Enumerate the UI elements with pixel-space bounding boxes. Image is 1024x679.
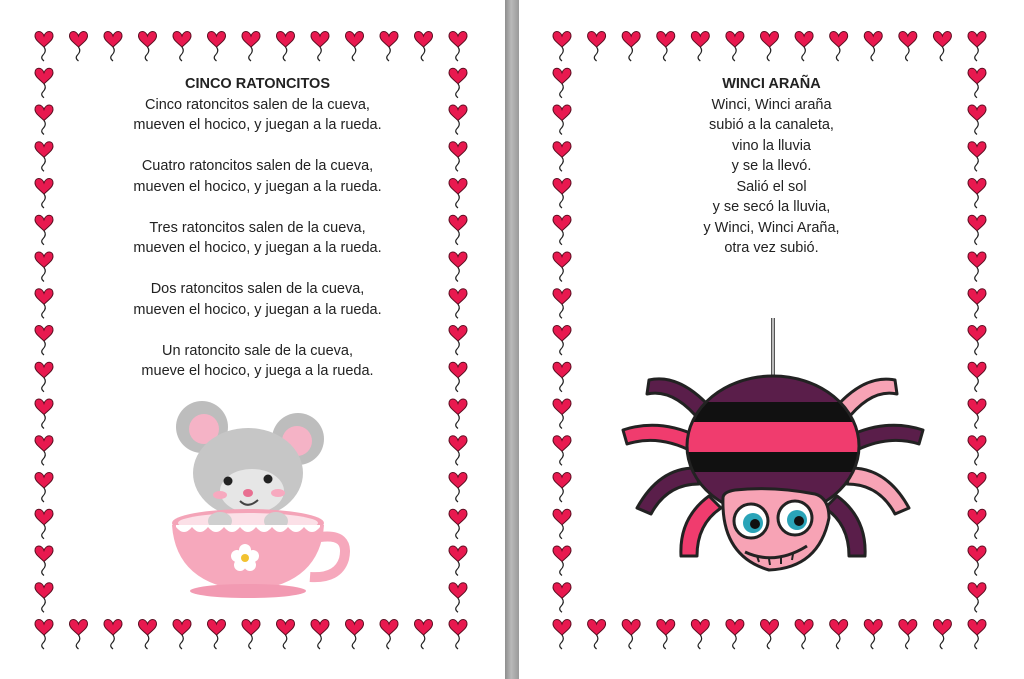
heart-balloon-icon bbox=[35, 32, 53, 62]
heart-balloon-icon bbox=[968, 583, 986, 613]
heart-balloon-icon bbox=[415, 32, 433, 62]
heart-balloon-icon bbox=[968, 436, 986, 466]
heart-balloon-icon bbox=[553, 583, 571, 613]
heart-balloon-icon bbox=[968, 326, 986, 356]
heart-balloon-icon bbox=[277, 32, 295, 62]
heart-balloon-icon bbox=[70, 620, 88, 650]
poem-line: Dos ratoncitos salen de la cueva, bbox=[150, 281, 365, 297]
heart-balloon-icon bbox=[553, 509, 571, 539]
heart-balloon-icon bbox=[277, 620, 295, 650]
poem-line: otra vez subió. bbox=[724, 240, 819, 256]
poem-title: WINCI ARAÑA bbox=[722, 76, 821, 92]
poem-line: mueve el hocico, y juega a la rueda. bbox=[141, 363, 374, 379]
spider-illustration bbox=[619, 318, 939, 588]
heart-balloon-icon bbox=[553, 546, 571, 576]
heart-balloon-icon bbox=[864, 32, 882, 62]
heart-balloon-icon bbox=[761, 32, 779, 62]
stanza bbox=[20, 95, 495, 136]
heart-balloon-icon bbox=[933, 620, 951, 650]
heart-balloon-icon bbox=[346, 620, 364, 650]
heart-balloon-icon bbox=[173, 32, 191, 62]
heart-balloon-icon bbox=[726, 32, 744, 62]
heart-balloon-icon bbox=[968, 509, 986, 539]
heart-balloon-icon bbox=[242, 32, 260, 62]
heart-balloon-icon bbox=[899, 620, 917, 650]
heart-balloon-icon bbox=[449, 546, 467, 576]
right-page bbox=[519, 0, 1024, 679]
heart-balloon-icon bbox=[864, 620, 882, 650]
heart-balloon-icon bbox=[346, 32, 364, 62]
page-gutter bbox=[505, 0, 519, 679]
mouse-in-teacup-illustration bbox=[160, 395, 350, 600]
heart-balloon-icon bbox=[449, 32, 467, 62]
heart-balloon-icon bbox=[968, 620, 986, 650]
poem-line: mueven el hocico, y juegan a la rueda. bbox=[133, 178, 382, 195]
heart-balloon-icon bbox=[553, 620, 571, 650]
heart-balloon-icon bbox=[449, 473, 467, 503]
heart-balloon-icon bbox=[139, 32, 157, 62]
heart-balloon-icon bbox=[35, 620, 53, 650]
heart-balloon-icon bbox=[726, 620, 744, 650]
heart-balloon-icon bbox=[968, 399, 986, 429]
heart-balloon-icon bbox=[553, 436, 571, 466]
heart-balloon-icon bbox=[588, 32, 606, 62]
heart-balloon-icon bbox=[933, 32, 951, 62]
heart-balloon-icon bbox=[35, 399, 53, 429]
heart-balloon-icon bbox=[553, 399, 571, 429]
heart-balloon-icon bbox=[553, 362, 571, 392]
poem-line: Salió el sol bbox=[736, 178, 807, 195]
poem-line: mueven el hocico, y juegan a la rueda. bbox=[133, 301, 382, 318]
heart-balloon-icon bbox=[449, 620, 467, 650]
heart-balloon-icon bbox=[968, 473, 986, 503]
heart-balloon-icon bbox=[70, 32, 88, 62]
heart-balloon-icon bbox=[795, 620, 813, 650]
heart-balloon-icon bbox=[35, 546, 53, 576]
poem-line: y Winci, Winci Araña, bbox=[703, 219, 840, 236]
heart-balloon-icon bbox=[104, 620, 122, 650]
heart-balloon-icon bbox=[415, 620, 433, 650]
heart-balloon-icon bbox=[553, 326, 571, 356]
heart-balloon-icon bbox=[35, 473, 53, 503]
poem-title: CINCO RATONCITOS bbox=[184, 76, 330, 92]
heart-balloon-icon bbox=[588, 620, 606, 650]
heart-balloon-icon bbox=[208, 32, 226, 62]
heart-balloon-icon bbox=[691, 32, 709, 62]
heart-balloon-icon bbox=[449, 509, 467, 539]
heart-balloon-icon bbox=[622, 32, 640, 62]
heart-balloon-icon bbox=[380, 620, 398, 650]
heart-balloon-icon bbox=[553, 289, 571, 319]
heart-balloon-icon bbox=[311, 620, 329, 650]
poem-winci-arana bbox=[519, 74, 1024, 259]
poem-line: Cuatro ratoncitos salen de la cueva, bbox=[141, 158, 374, 174]
stanza bbox=[20, 218, 495, 259]
poem-line: mueven el hocico, y juegan a la rueda. bbox=[133, 117, 382, 133]
heart-balloon-icon bbox=[899, 32, 917, 62]
heart-balloon-icon bbox=[830, 32, 848, 62]
heart-balloon-icon bbox=[553, 32, 571, 62]
heart-balloon-icon bbox=[830, 620, 848, 650]
poem-line: y se secó la lluvia, bbox=[712, 199, 831, 215]
heart-balloon-icon bbox=[139, 620, 157, 650]
heart-balloon-icon bbox=[449, 436, 467, 466]
heart-balloon-icon bbox=[968, 546, 986, 576]
stanza bbox=[20, 341, 495, 382]
heart-balloon-icon bbox=[968, 32, 986, 62]
poem-line: y se la llevó. bbox=[731, 158, 812, 174]
heart-balloon-icon bbox=[242, 620, 260, 650]
heart-balloon-icon bbox=[968, 289, 986, 319]
poem-line: Cinco ratoncitos salen de la cueva, bbox=[145, 96, 370, 113]
poem-line: Winci, Winci araña bbox=[711, 96, 832, 113]
heart-balloon-icon bbox=[380, 32, 398, 62]
heart-balloon-icon bbox=[795, 32, 813, 62]
heart-balloon-icon bbox=[691, 620, 709, 650]
poem-cinco-ratoncitos bbox=[20, 74, 495, 402]
heart-balloon-icon bbox=[622, 620, 640, 650]
heart-balloon-icon bbox=[449, 399, 467, 429]
stanza bbox=[20, 156, 495, 197]
stanza bbox=[20, 279, 495, 320]
heart-balloon-icon bbox=[311, 32, 329, 62]
heart-balloon-icon bbox=[35, 436, 53, 466]
poem-line: vino la lluvia bbox=[732, 137, 811, 154]
heart-balloon-icon bbox=[968, 362, 986, 392]
heart-balloon-icon bbox=[449, 583, 467, 613]
heart-balloon-icon bbox=[208, 620, 226, 650]
poem-line: Tres ratoncitos salen de la cueva, bbox=[149, 219, 366, 236]
heart-balloon-icon bbox=[35, 583, 53, 613]
heart-balloon-icon bbox=[35, 509, 53, 539]
heart-balloon-icon bbox=[104, 32, 122, 62]
poem-line: mueven el hocico, y juegan a la rueda. bbox=[133, 240, 382, 256]
poem-line: Un ratoncito sale de la cueva, bbox=[161, 342, 354, 359]
heart-balloon-icon bbox=[657, 620, 675, 650]
heart-balloon-icon bbox=[173, 620, 191, 650]
left-page bbox=[0, 0, 505, 679]
poem-line: subió a la canaleta, bbox=[709, 117, 834, 133]
heart-balloon-icon bbox=[553, 473, 571, 503]
heart-balloon-icon bbox=[657, 32, 675, 62]
heart-balloon-icon bbox=[761, 620, 779, 650]
